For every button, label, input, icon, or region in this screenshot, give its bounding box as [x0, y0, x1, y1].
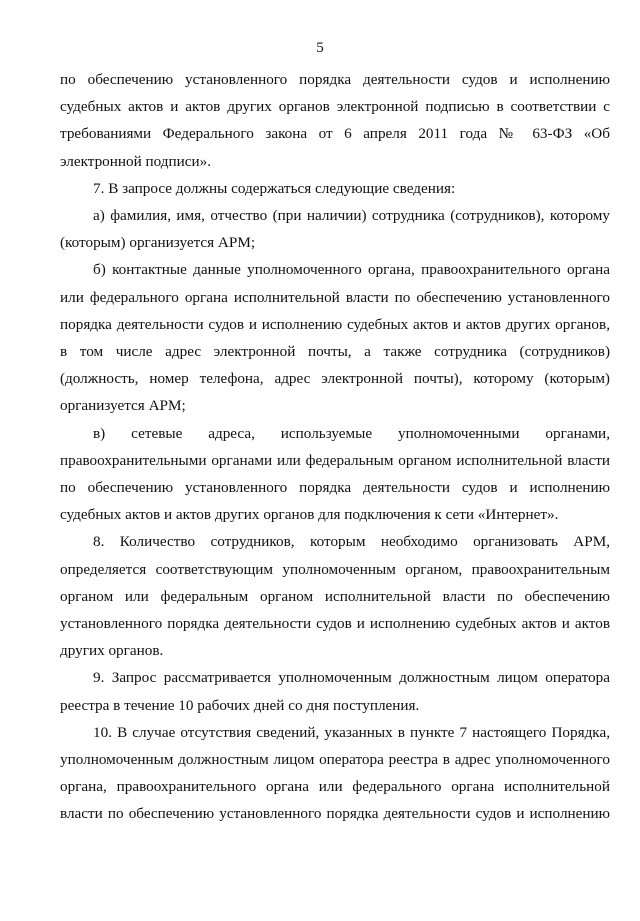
paragraph-item-7v: в) сетевые адреса, используемые уполномоченными органами, правоохранительными органами или федеральным органом исполнительной власти по обеспечению установленного порядка деятельности судов и исполнению судебных актов и актов других органов для подключения к сети «Интернет». [60, 424, 610, 524]
page-number: 5 [316, 40, 324, 56]
paragraph-item-7a: а) фамилия, имя, отчество (при наличии) сотрудника (сотрудников), которому (которым) организуется АРМ; [60, 207, 610, 252]
document-body [60, 66, 610, 828]
paragraph-continuation: по обеспечению установленного порядка деятельности судов и исполнению судебных актов и актов других органов электронной подписью в соответствии с требованиями Федерального закона от 6 апреля 2011 года № 63-ФЗ «Об электронной подписи». [60, 71, 610, 170]
paragraph-item-9: 9. Запрос рассматривается уполномоченным должностным лицом оператора реестра в течение 10 рабочих дней со дня поступления. [60, 669, 610, 714]
paragraph-item-7: 7. В запросе должны содержаться следующие сведения: [93, 179, 456, 197]
paragraph-item-10: 10. В случае отсутствия сведений, указанных в пункте 7 настоящего Порядка, уполномоченным должностным лицом оператора реестра в адрес уполномоченного органа, правоохранительного органа или федерального органа исполнительной власти по обеспечению установленного порядка деятельности судов и исполнению [60, 723, 610, 823]
paragraph-item-7b: б) контактные данные уполномоченного органа, правоохранительного органа или федерального органа исполнительной власти по обеспечению установленного порядка деятельности судов и исполнению судебных актов и актов других органов, в том числе адрес электронной почты, а также сотрудника (сотрудников) (должность, номер телефона, адрес электронной почты), которому (которым) организуется АРМ; [60, 261, 610, 415]
paragraph-item-8: 8. Количество сотрудников, которым необходимо организовать АРМ, определяется соответствующим уполномоченным органом, правоохранительным органом или федеральным органом исполнительной власти по обеспечению установленного порядка деятельности судов и исполнению судебных актов и актов других органов. [60, 533, 610, 660]
